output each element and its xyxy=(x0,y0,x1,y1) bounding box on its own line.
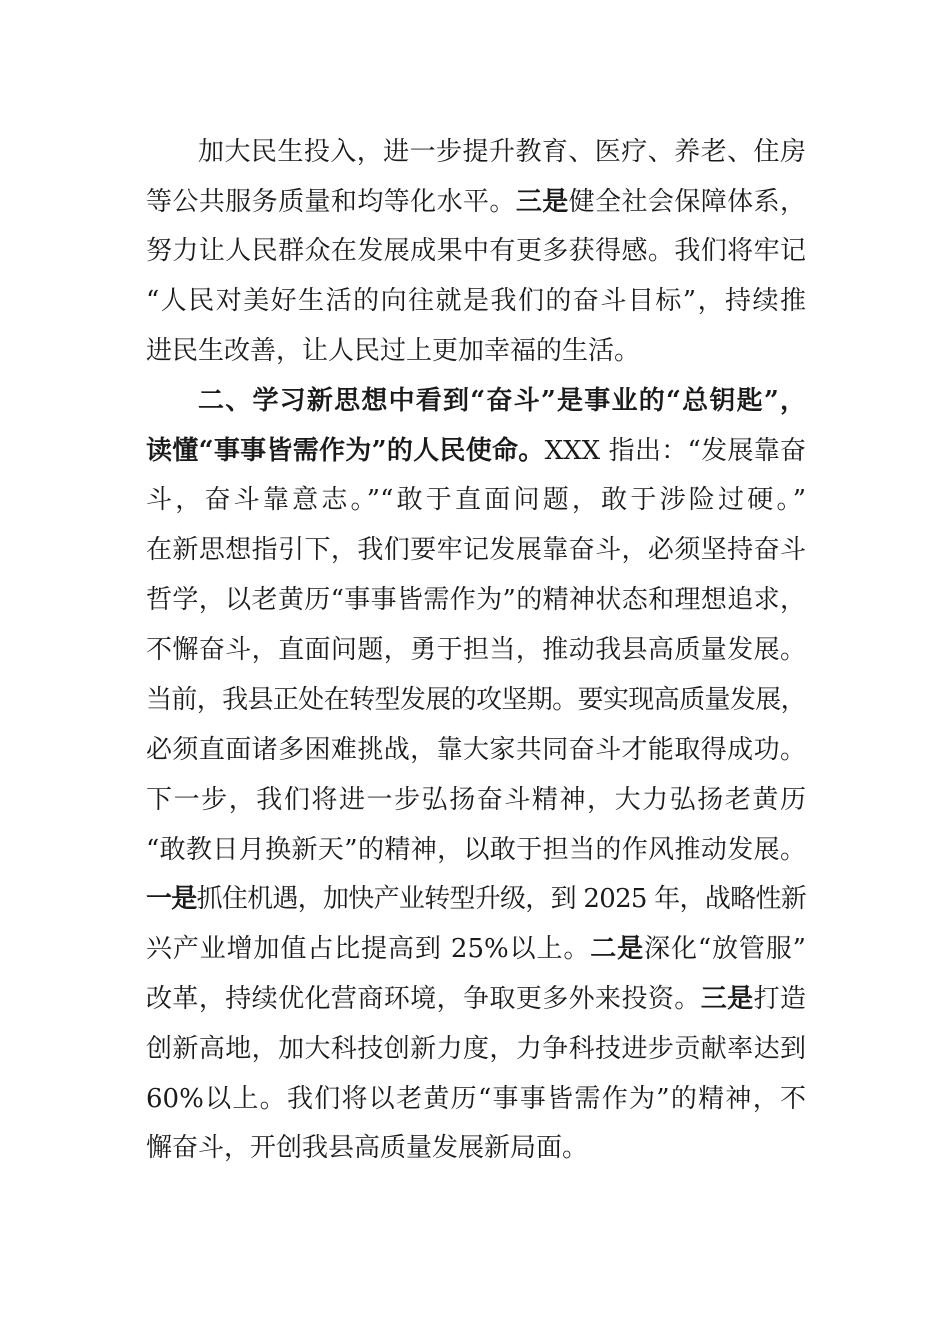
paragraph-line xyxy=(146,184,806,220)
bold-text-run: 二、学习新思想中看到“奋斗”是事业的“总钥匙”， xyxy=(198,386,806,416)
text-run: 等公共服务质量和均等化水平。 xyxy=(146,187,516,217)
text-run: 哲学，以老黄历“事事皆需作为”的精神状态和理想追求， xyxy=(146,585,806,615)
text-run: 抓住机遇，加快产业转型升级，到 2025 年，战略性新 xyxy=(196,884,806,914)
paragraph-line xyxy=(146,1130,806,1166)
paragraph-line xyxy=(146,832,806,868)
text-run: 当前，我县正处在转型发展的攻坚期。要实现高质量发展， xyxy=(146,685,806,715)
paragraph-line xyxy=(146,283,806,319)
paragraph-line xyxy=(146,881,806,917)
paragraph-line xyxy=(146,532,806,568)
paragraph-line xyxy=(146,732,806,768)
paragraph-line xyxy=(146,682,806,718)
paragraph-line xyxy=(146,582,806,618)
text-run: 不懈奋斗，直面问题，勇于担当，推动我县高质量发展。 xyxy=(146,635,806,665)
paragraph-line xyxy=(146,333,806,369)
paragraph-line xyxy=(146,433,806,469)
text-run: 创新高地，加大科技创新力度，力争科技进步贡献率达到 xyxy=(146,1034,806,1064)
paragraph-line xyxy=(146,482,806,518)
text-run: 改革，持续优化营商环境，争取更多外来投资。 xyxy=(146,984,701,1014)
bold-text-run: 读懂“事事皆需作为”的人民使命。 xyxy=(146,436,545,466)
bold-text-run: 三是 xyxy=(700,984,754,1014)
text-run: 必须直面诸多困难挑战，靠大家共同奋斗才能取得成功。 xyxy=(146,735,806,765)
text-run: 60%以上。我们将以老黄历“事事皆需作为”的精神，不 xyxy=(146,1084,806,1114)
text-run: 健全社会保障体系， xyxy=(568,187,806,217)
paragraph-line xyxy=(146,632,806,668)
paragraph-line xyxy=(146,1031,806,1067)
paragraph-line xyxy=(146,782,806,818)
paragraph-line xyxy=(146,981,806,1017)
text-run: 在新思想指引下，我们要牢记发展靠奋斗，必须坚持奋斗 xyxy=(146,535,806,565)
bold-text-run: 二是 xyxy=(590,934,645,964)
paragraph-line xyxy=(146,233,806,269)
section-heading-line xyxy=(198,383,806,419)
text-run: XXX 指出：“发展靠奋 xyxy=(544,436,806,466)
text-run: 深化“放管服” xyxy=(644,934,806,964)
text-run: 懈奋斗，开创我县高质量发展新局面。 xyxy=(146,1133,589,1163)
text-run: 打造 xyxy=(753,984,806,1014)
text-run: 进民生改善，让人民过上更加幸福的生活。 xyxy=(146,336,641,366)
text-run: 努力让人民群众在发展成果中有更多获得感。我们将牢记 xyxy=(146,236,806,266)
text-run: 兴产业增加值占比提高到 25%以上。 xyxy=(146,934,591,964)
text-run: “人民对美好生活的向往就是我们的奋斗目标”，持续推 xyxy=(146,286,806,316)
text-run: 加大民生投入，进一步提升教育、医疗、养老、住房 xyxy=(198,137,806,167)
text-run: 斗，奋斗靠意志。”“敢于直面问题，敢于涉险过硬。” xyxy=(146,485,806,515)
bold-text-run: 一是 xyxy=(146,884,197,914)
text-run: 下一步，我们将进一步弘扬奋斗精神，大力弘扬老黄历 xyxy=(146,785,806,815)
paragraph-line xyxy=(198,134,806,170)
paragraph-line xyxy=(146,931,806,967)
paragraph-line xyxy=(146,1081,806,1117)
bold-text-run: 三是 xyxy=(515,187,569,217)
text-run: “敢教日月换新天”的精神，以敢于担当的作风推动发展。 xyxy=(146,835,806,865)
